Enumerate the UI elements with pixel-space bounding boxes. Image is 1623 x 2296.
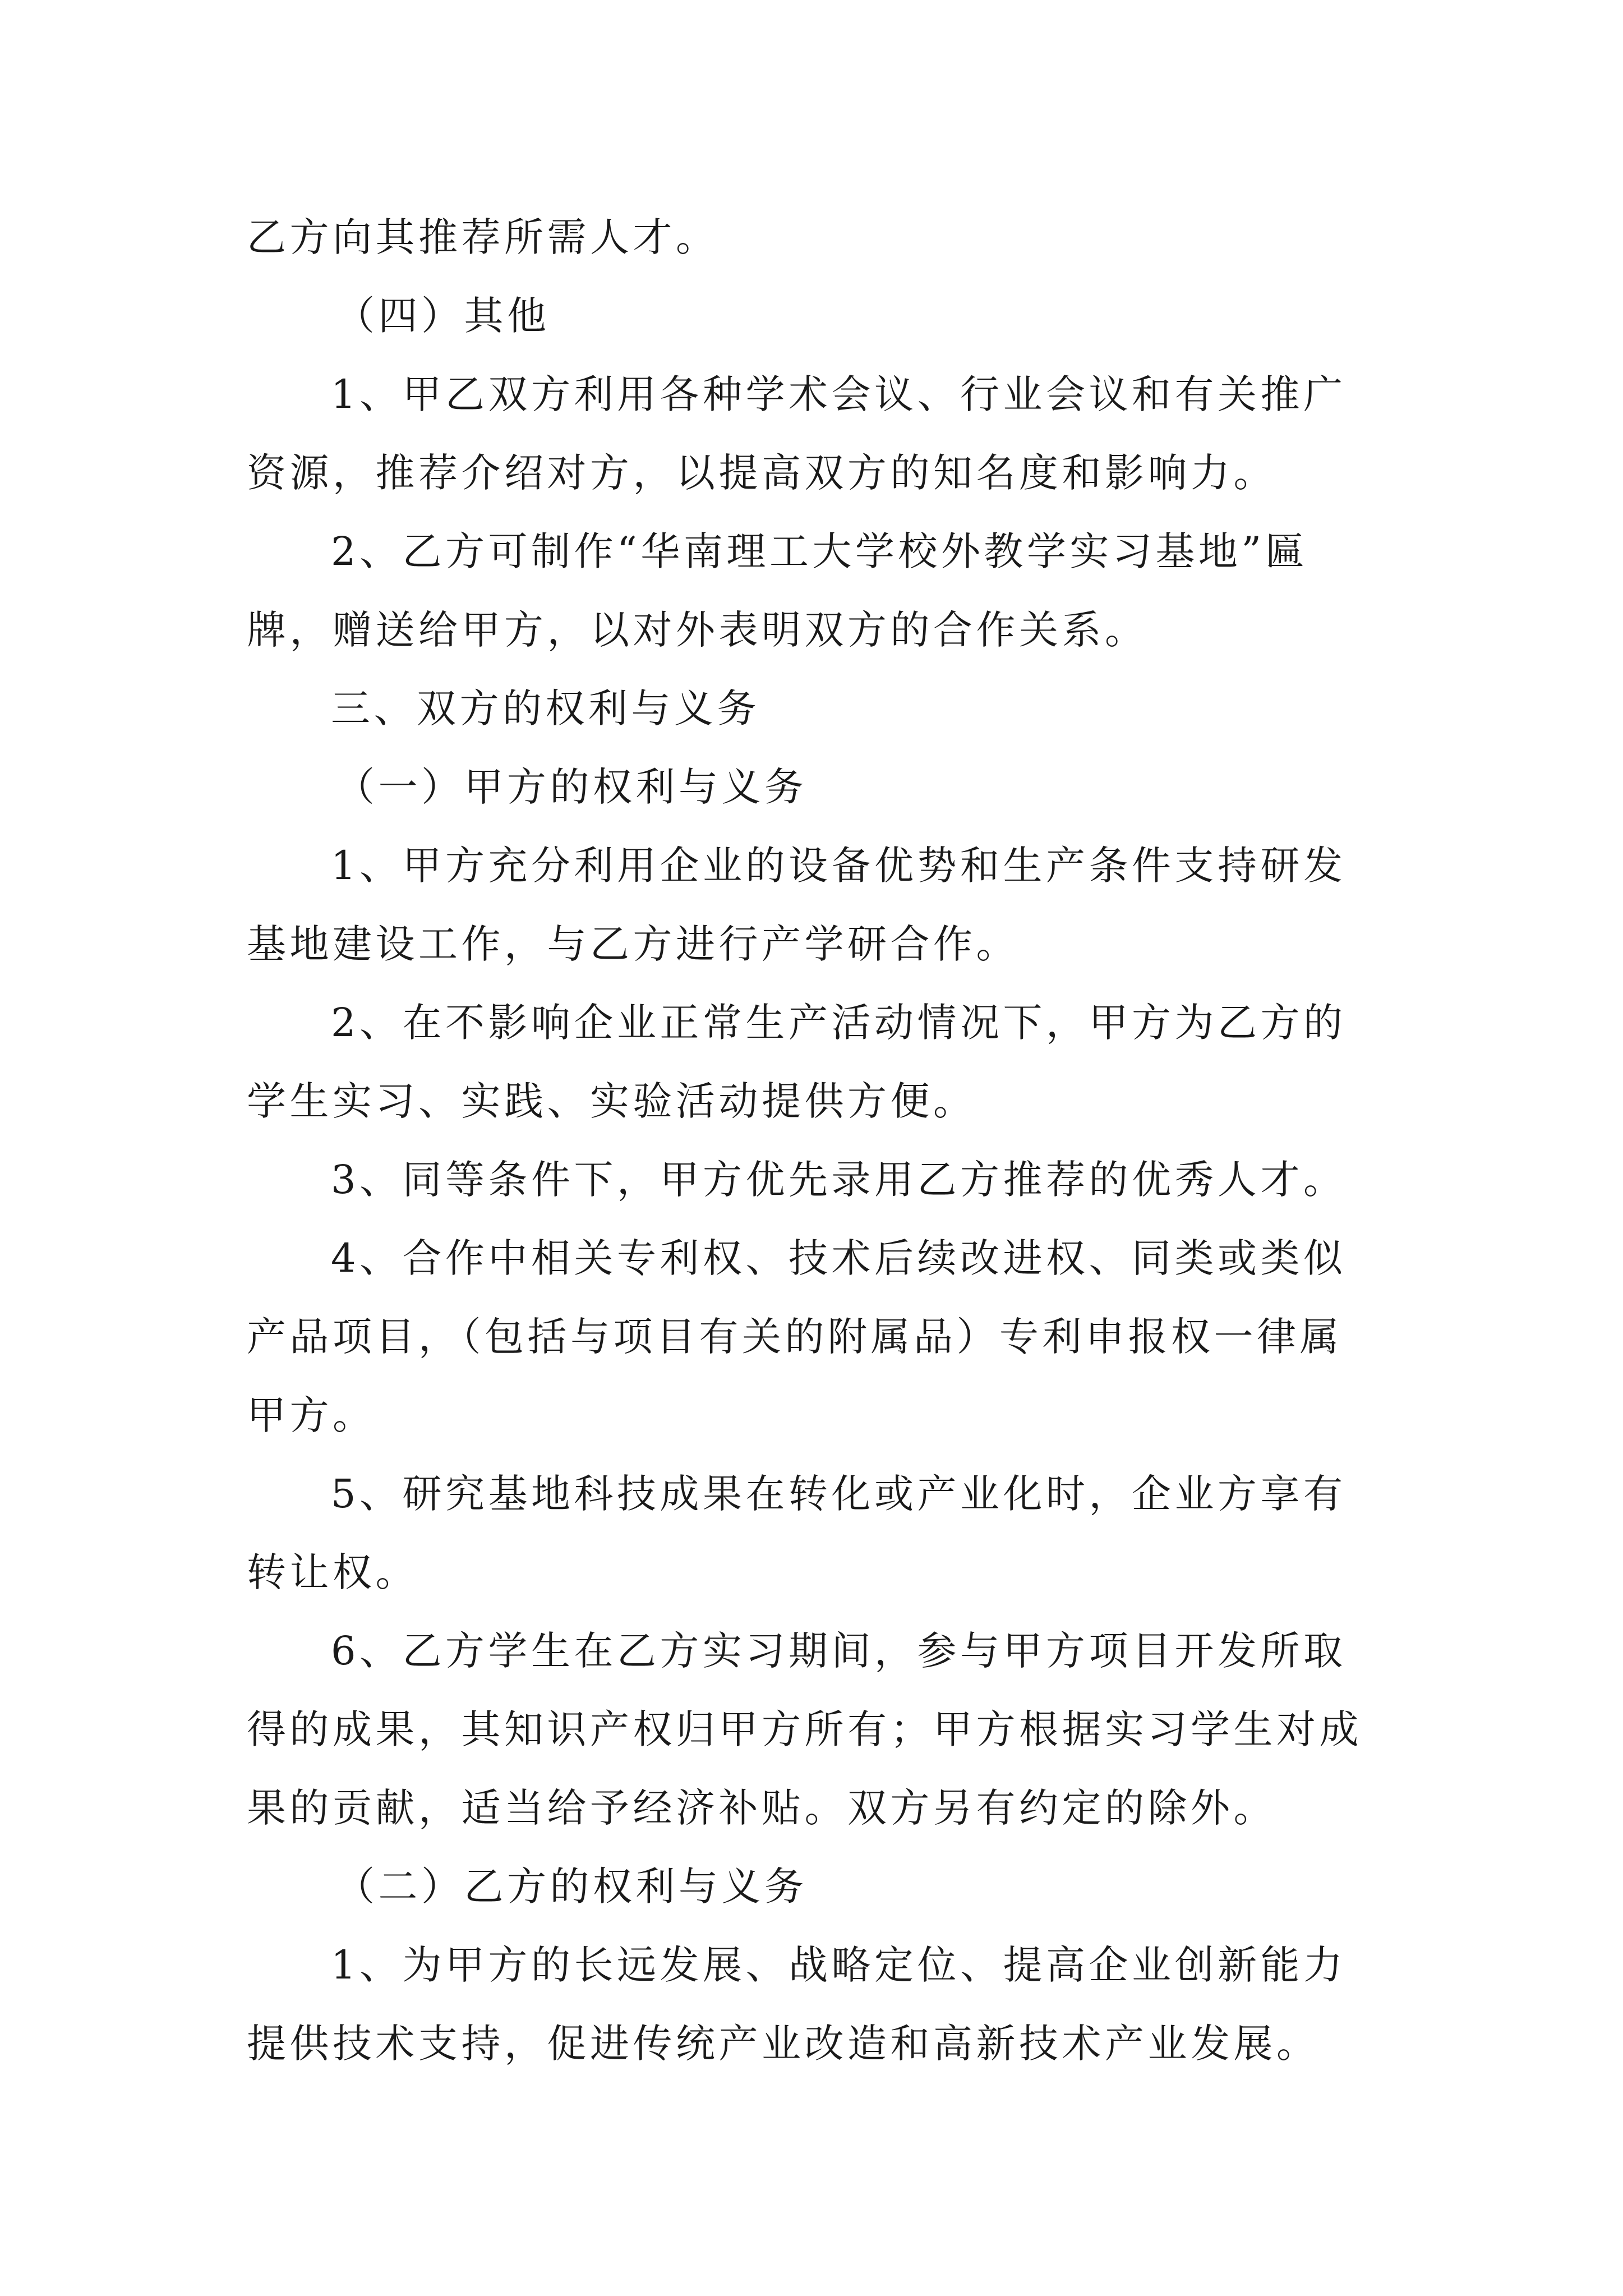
section-heading: （一）甲方的权利与义务 — [335, 764, 808, 810]
text-line: 6、乙方学生在乙方实习期间，参与甲方项目开发所取 — [331, 1628, 1347, 1674]
text-line: 2、在不影响企业正常生产活动情况下，甲方为乙方的 — [331, 1000, 1347, 1046]
text-line: 乙方向其推荐所需人才。 — [247, 214, 719, 260]
section-heading: 三、双方的权利与义务 — [331, 685, 760, 731]
text-line: 1、为甲方的长远发展、战略定位、提高企业创新能力 — [331, 1942, 1347, 1988]
text-line: 4、合作中相关专利权、技术后续改进权、同类或类似 — [331, 1235, 1347, 1281]
section-heading: （四）其他 — [335, 293, 550, 339]
text-line: 学生实习、实践、实验活动提供方便。 — [247, 1078, 976, 1124]
text-line: 提供技术支持，促进传统产业改造和高新技术产业发展。 — [247, 2021, 1320, 2067]
text-line: 得的成果，其知识产权归甲方所有；甲方根据实习学生对成 — [247, 1706, 1362, 1752]
text-line: 产品项目，（包括与项目有关的附属品）专利申报权一律属 — [247, 1314, 1343, 1360]
text-line: 转让权。 — [247, 1549, 418, 1595]
section-heading: （二）乙方的权利与义务 — [335, 1864, 808, 1910]
text-line: 1、甲乙双方利用各种学术会议、行业会议和有关推广 — [331, 371, 1347, 417]
text-line: 5、研究基地科技成果在转化或产业化时，企业方享有 — [331, 1471, 1347, 1517]
text-line: 1、甲方充分利用企业的设备优势和生产条件支持研发 — [331, 843, 1347, 889]
text-line: 3、同等条件下，甲方优先录用乙方推荐的优秀人才。 — [331, 1157, 1347, 1203]
text-line: 甲方。 — [247, 1392, 376, 1438]
text-line: 2、乙方可制作“华南理工大学校外教学实习基地”匾 — [331, 528, 1308, 574]
text-line: 基地建设工作，与乙方进行产学研合作。 — [247, 921, 1019, 967]
text-line: 牌，赠送给甲方，以对外表明双方的合作关系。 — [247, 607, 1148, 653]
text-line: 果的贡献，适当给予经济补贴。双方另有约定的除外。 — [247, 1785, 1276, 1831]
text-line: 资源，推荐介绍对方，以提高双方的知名度和影响力。 — [247, 450, 1276, 496]
